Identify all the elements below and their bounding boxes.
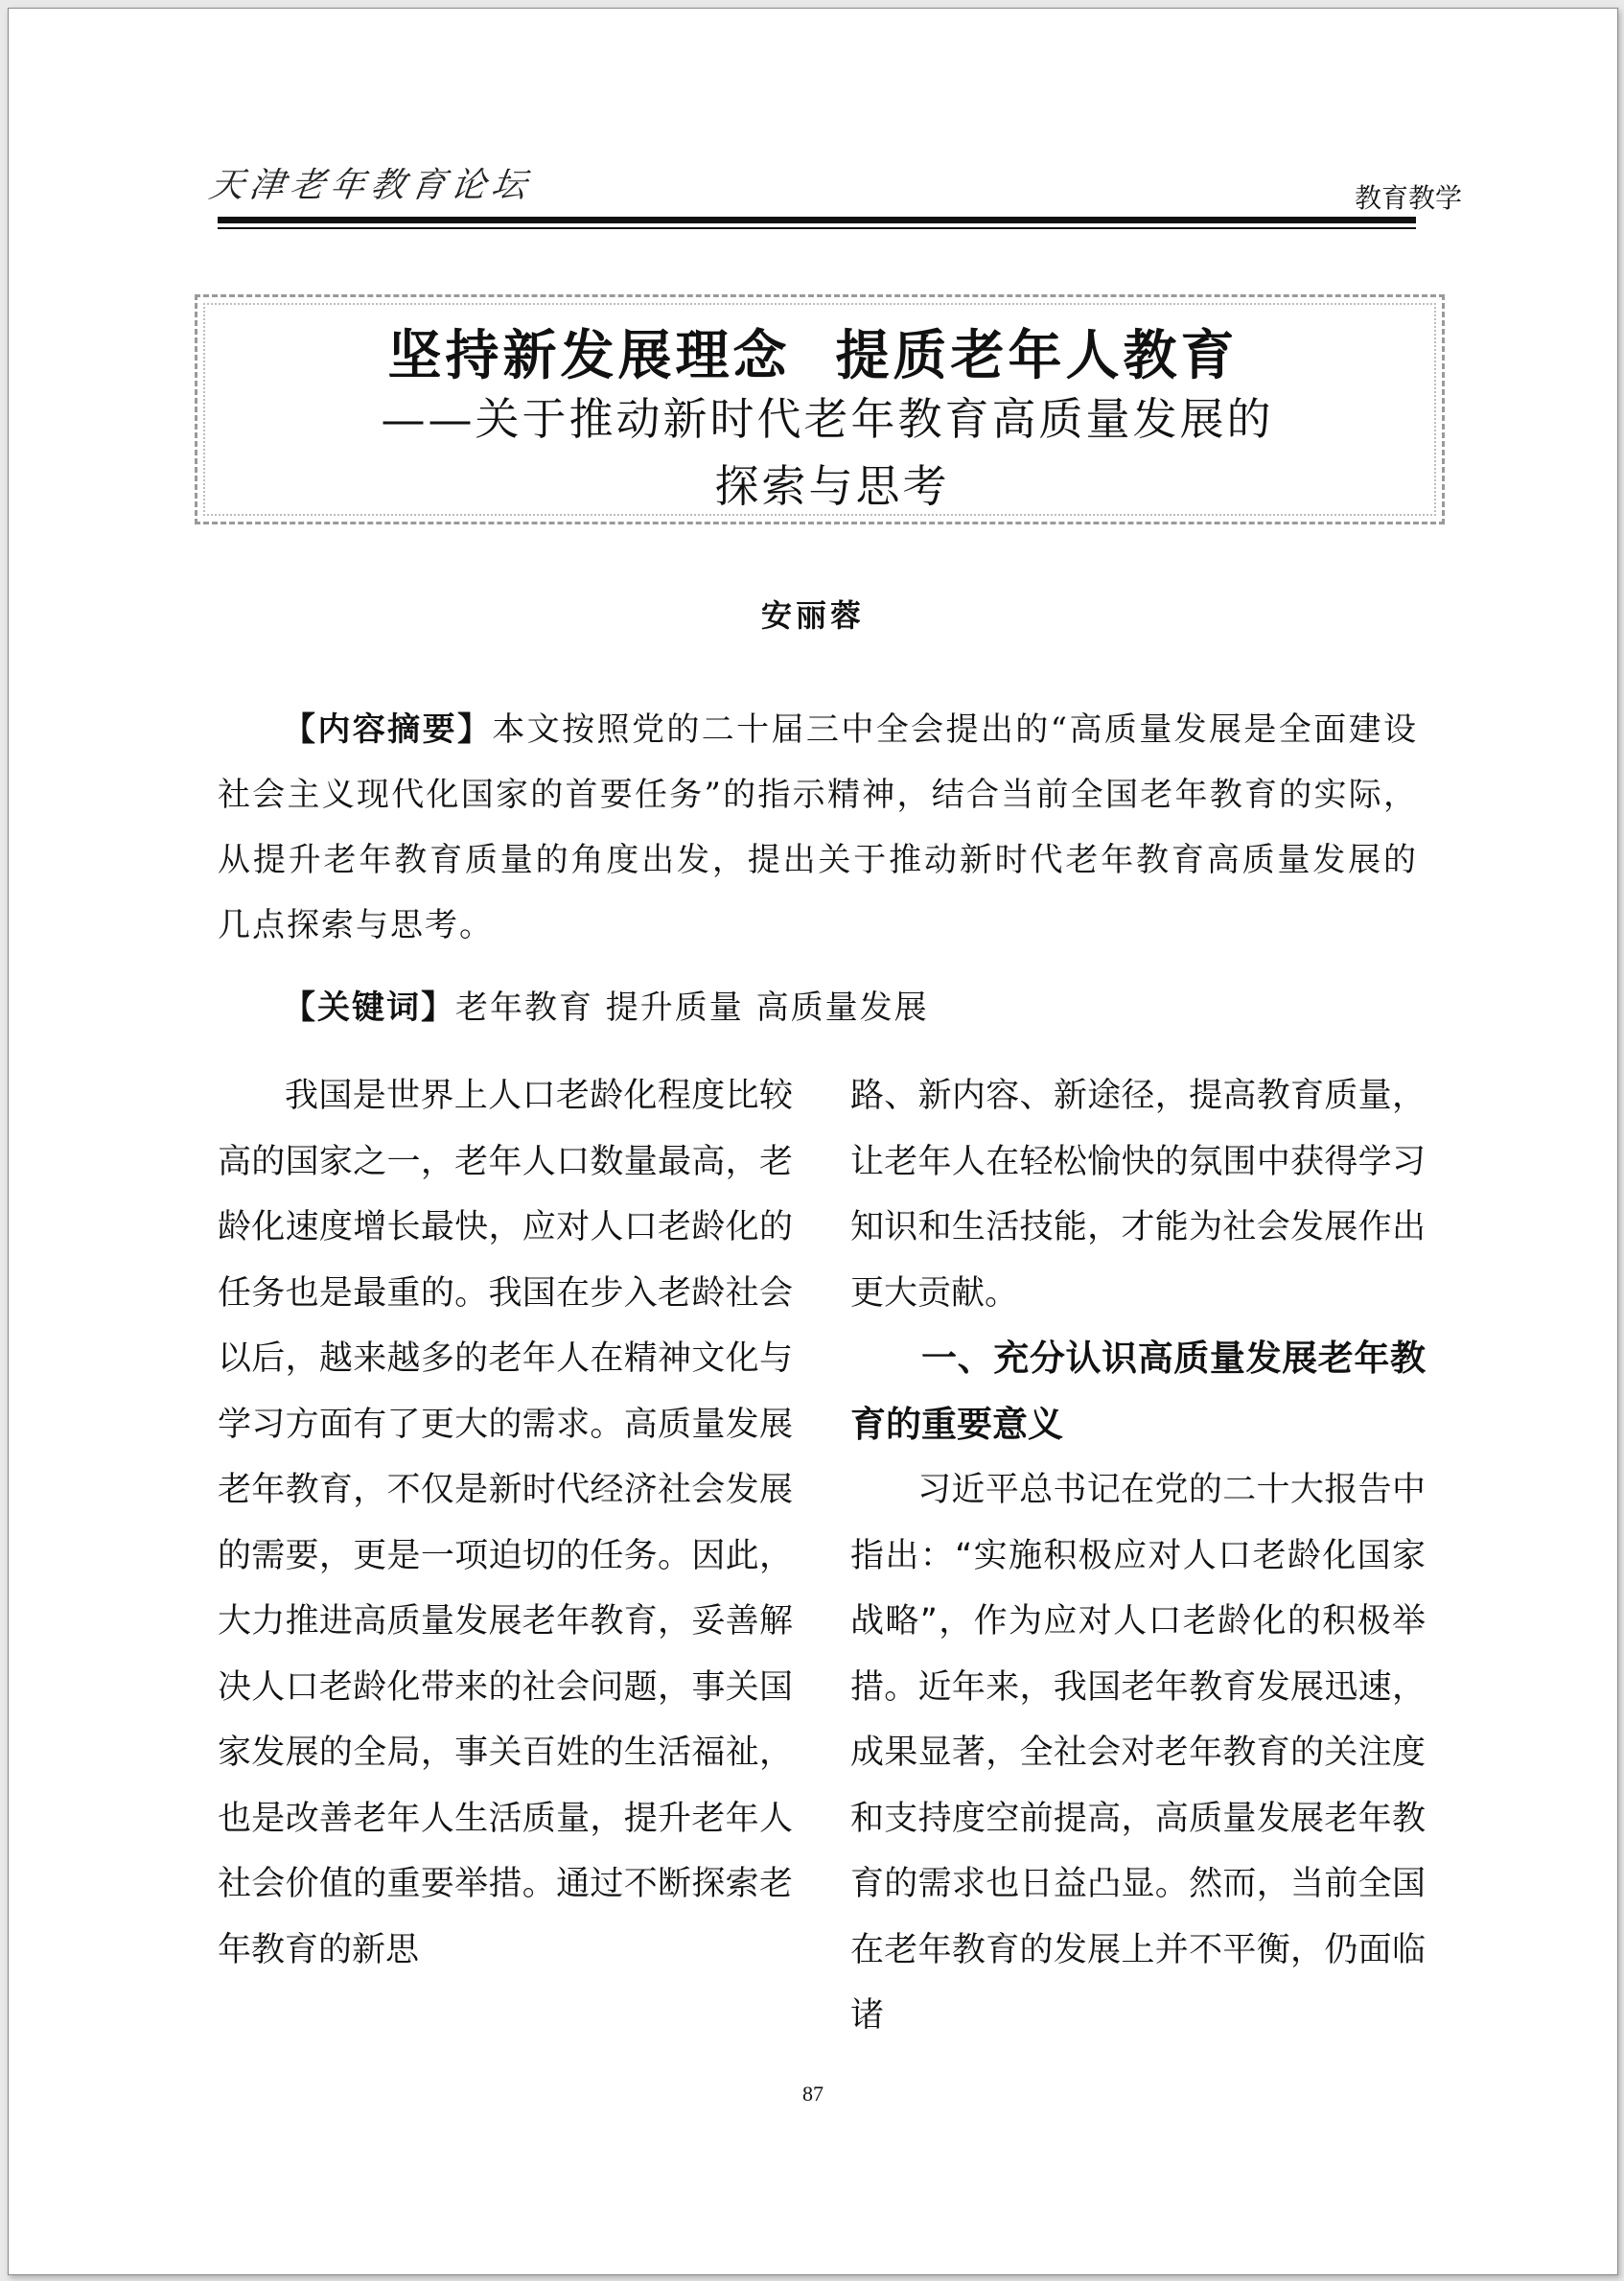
abstract-label: 【内容摘要】 (283, 710, 493, 749)
section-heading: 一、充分认识高质量发展老年教育的重要意义 (850, 1338, 1426, 1445)
abstract-text: 本文按照党的二十届三中全会提出的“高质量发展是全面建设社会主义现代化国家的首要任务”的指示精神，结合当前全国老年教育的实际，从提升老年教育质量的角度出发，提出关于推动新时代老年教育高质量发展的几点探索与思考。 (218, 710, 1418, 944)
author-name: 安丽蓉 (760, 597, 865, 634)
header-rule-thin (218, 227, 1416, 229)
article-title: 坚持新发展理念 提质老年人教育 (387, 325, 1239, 387)
abstract (218, 697, 1418, 958)
body-column-left (218, 1063, 793, 1983)
header-rule-thick (218, 217, 1416, 223)
keywords (218, 979, 1418, 1036)
intro-paragraph: 我国是世界上人口老龄化程度比较高的国家之一，老年人口数量最高，老龄化速度增长最快，应对人口老龄化的任务也是最重的。我国在步入老龄社会以后，越来越多的老年人在精神文化与学习方面有了更大的需求。高质量发展老年教育，不仅是新时代经济社会发展的需要，更是一项迫切的任务。因此，大力推进高质量发展老年教育，妥善解决人口老龄化带来的社会问题，事关国家发展的全局，事关百姓的生活福祉，也是改善老年人生活质量，提升老年人社会价值的重要举措。通过不断探索老年教育的新思 (218, 1077, 793, 1969)
section-paragraph: 习近平总书记在党的二十大报告中指出：“实施积极应对人口老龄化国家战略”，作为应对人口老龄化的积极举措。近年来，我国老年教育发展迅速，成果显著，全社会对老年教育的关注度和支持度空前提高，高质量发展老年教育的需求也日益凸显。然而，当前全国在老年教育的发展上并不平衡，仍面临诸 (850, 1471, 1426, 2035)
journal-page (8, 8, 1618, 2275)
intro-paragraph-continued: 路、新内容、新途径，提高教育质量，让老年人在轻松愉快的氛围中获得学习知识和生活技能，才能为社会发展作出更大贡献。 (850, 1077, 1426, 1313)
page-number: 87 (802, 2082, 824, 2106)
keywords-text: 老年教育 提升质量 高质量发展 (455, 989, 929, 1027)
body-column-right (850, 1063, 1426, 2049)
article-subtitle-line2: 探索与思考 (714, 460, 950, 512)
article-subtitle-line1: ——关于推动新时代老年教育高质量发展的 (381, 393, 1274, 445)
keywords-label: 【关键词】 (283, 989, 455, 1027)
section-label: 教育教学 (1354, 182, 1462, 214)
journal-name-logo: 天津老年教育论坛 (206, 166, 535, 205)
